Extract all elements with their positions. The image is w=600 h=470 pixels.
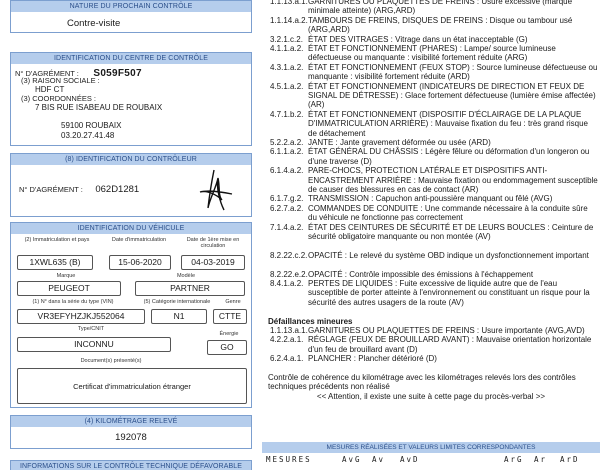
left-column (0, 0, 258, 470)
categorie-label: (5) Catégorie internationale (143, 299, 211, 305)
signature-icon (196, 168, 236, 213)
prochain-controle-box (10, 0, 252, 33)
mesures-col: AvG (342, 455, 362, 464)
defaillance-text: ÉTAT ET FONCTIONNEMENT (PHARES) : Lampe/ source lumineuse défectueuse ou manquante : visibilité fortement réduite (ARG) (308, 44, 556, 63)
defaillance-code: 1.1.13.a.1. (270, 0, 308, 6)
defaillance-text: TRANSMISSION : Capuchon anti-poussière manquant ou fêlé (AVG) (308, 194, 553, 204)
defaillance-text: ÉTAT ET FONCTIONNEMENT (DISPOSITIF D'ÉCLAIRAGE DE LA PLAQUE D'IMMATRICULATION ARRIÈRE) : Mauvaise fixation du feu : très grand risque de détachement (308, 109, 588, 138)
mineures-title: Défaillances mineures (268, 316, 353, 326)
mineure-text: GARNITURES OU PLAQUETTES DE FREINS : Usure importante (AVG,AVD) (308, 326, 585, 335)
informations-header: INFORMATIONS SUR LE CONTRÔLE TECHNIQUE DÉFAVORABLE (11, 461, 251, 470)
defaillance-code: 8.2.22.e.2. (270, 269, 308, 279)
defaillance-text: ÉTAT GÉNÉRAL DU CHÂSSIS : Légère fêlure ou déformation d'un longeron ou d'une traverse (D) (308, 147, 590, 166)
controleur-header: (8) IDENTIFICATION DU CONTRÔLEUR (11, 154, 251, 165)
mesures-col: AvD (400, 455, 420, 464)
date-immat-label: Date d'immatriculation (111, 237, 167, 243)
centre-agrement-value: S059F507 (93, 68, 142, 79)
marque-value: PEUGEOT (17, 281, 121, 296)
vehicule-box (10, 222, 252, 408)
defaillance-text: ÉTAT DES CEINTURES DE SÉCURITÉ ET DE LEURS BOUCLES : Ceinture de sécurité obligatoire manquante ou non montée (AV) (308, 222, 594, 241)
defaillance-code: 4.3.1.a.2. (270, 62, 304, 72)
defaillance-code: 8.4.1.a.2. (270, 279, 304, 288)
mesures-header: MESURES RÉALISÉES ET VALEURS LIMITES CORRESPONDANTES (262, 442, 600, 453)
documents-value: Certificat d'immatriculation étranger (17, 368, 247, 404)
vin-label: (1) N° dans la série du type (VIN) (32, 299, 114, 305)
mesures-label: MESURES (266, 455, 312, 464)
kilometrage-box (10, 415, 252, 449)
date-first-value: 04-03-2019 (181, 255, 245, 270)
centre-raison-label: (3) RAISON SOCIALE : (21, 76, 100, 85)
centre-coord-line-3: 59100 ROUBAIX (61, 121, 122, 130)
mesures-col: ArD (560, 455, 580, 464)
defaillance-text: ÉTAT ET FONCTIONNEMENT (INDICATEURS DE DIRECTION ET FEUX DE SIGNAL DE DÉTRESSE) : Glace fortement défectueuse (lumière émise affectée) (AR) (308, 81, 596, 110)
informations-box (10, 460, 252, 470)
defaillance-text: JANTE : Jante gravement déformée ou usée (ARD) (308, 138, 491, 147)
defaillance-text: OPACITÉ : Le relevé du système OBD indique un dysfonctionnement important (308, 250, 589, 260)
controleur-agrement-value: 062D1281 (95, 184, 140, 195)
modele-label: Modèle (176, 273, 196, 279)
defaillance-code: 6.2.7.a.2. (270, 203, 304, 213)
defaillance-text: PERTES DE LIQUIDES : Fuite excessive de liquide autre que de l'eau susceptible de porter atteinte à l'environnement ou constituant un risque pour la sécurité des autres usagers de la route (AV) (308, 279, 590, 307)
defaillance-code: 7.1.4.a.2. (270, 222, 304, 232)
prochain-controle-header: NATURE DU PROCHAIN CONTRÔLE (11, 1, 251, 12)
defaillance-code: 4.5.1.a.2. (270, 81, 304, 91)
defaillance-text: OPACITÉ : Contrôle impossible des émissions à l'échappement (308, 269, 534, 279)
energie-label: Énergie (219, 331, 239, 337)
defaillance-code: 4.7.1.b.2. (270, 109, 304, 119)
type-label: Type/CNIT (77, 326, 105, 332)
energie-value: GO (207, 340, 247, 355)
defaillance-text: GARNITURES OU PLAQUETTES DE FREINS : Usure excessive (marque minimale atteinte) (ARG,ARD) (308, 0, 573, 16)
defaillance-text: PARE-CHOCS, PROTECTION LATÉRALE ET DISPOSITIFS ANTI-ENCASTREMENT ARRIÈRE : Mauvaise fixation ou endommagement susceptible de causer des blessures en cas de contact (AR) (308, 166, 598, 194)
documents-label: Document(s) présenté(s) (80, 358, 142, 364)
mesures-col: Ar (534, 455, 548, 464)
mesures-col: Av (372, 455, 386, 464)
defaillance-code: 8.2.22.c.2. (270, 250, 308, 260)
mineure-text: RÉGLAGE (FEUX DE BROUILLARD AVANT) : Mauvaise orientation horizontale d'un feu de brouillard avant (D) (308, 335, 592, 354)
defaillance-text: ÉTAT ET FONCTIONNEMENT (FEUX STOP) : Source lumineuse défectueuse ou manquante : visibilité fortement réduite (ARD) (308, 62, 598, 82)
centre-box (10, 52, 252, 146)
vin-value: VR3EFYHZJKJ552064 (17, 309, 145, 324)
centre-header: IDENTIFICATION DU CENTRE DE CONTRÔLE (11, 53, 251, 64)
modele-value: PARTNER (135, 281, 245, 296)
defaillance-text: COMMANDES DE CONDUITE : Une commande nécessaire à la conduite sûre du véhicule ne fonctionne pas correctement (308, 203, 588, 223)
mineure-code: 6.2.4.a.1. (270, 354, 304, 364)
defaillance-code: 3.2.1.c.2. (270, 34, 303, 44)
kilometrage-note: Contrôle de cohérence du kilométrage avec les kilométrages relevés lors des contrôles techniques précédents non réalisé (268, 373, 576, 392)
controleur-box (10, 153, 252, 217)
mineure-text: PLANCHER : Plancher détérioré (D) (308, 354, 437, 364)
mesures-col: ArG (504, 455, 524, 464)
immat-label: (2) Immatriculation et pays (24, 237, 90, 243)
categorie-value: N1 (151, 309, 207, 324)
type-value: INCONNU (17, 337, 171, 352)
centre-coord-line-1: 7 BIS RUE ISABEAU DE ROUBAIX (35, 103, 163, 112)
date-first-label: Date de 1ère mise en circulation (186, 237, 240, 249)
centre-coord-label: (3) COORDONNÉES : (21, 94, 97, 103)
centre-agrement-label: N° D'AGRÉMENT : (15, 69, 79, 78)
mineure-code: 1.1.13.a.1. (270, 326, 308, 335)
defaillance-code: 5.2.2.a.2. (270, 138, 304, 147)
marque-label: Marque (56, 273, 76, 279)
genre-label: Genre (225, 299, 241, 305)
immat-value: 1XWL635 (B) (17, 255, 93, 270)
kilometrage-header: (4) KILOMÉTRAGE RELEVÉ (11, 416, 251, 427)
mineure-code: 4.2.2.a.1. (270, 335, 304, 345)
attention-note: << Attention, il existe une suite à cette page du procès-verbal >> (316, 391, 546, 401)
defaillance-code: 4.1.1.a.2. (270, 44, 304, 53)
defaillance-code: 6.1.4.a.2. (270, 166, 304, 176)
genre-value: CTTE (213, 309, 247, 324)
centre-coord-line-4: 03.20.27.41.48 (61, 131, 115, 140)
defaillance-code: 6.1.1.a.2. (270, 147, 304, 157)
defaillance-text: TAMBOURS DE FREINS, DISQUES DE FREINS : Disque ou tambour usé (ARG,ARD) (308, 15, 573, 35)
vehicule-header: IDENTIFICATION DU VÉHICULE (11, 223, 251, 234)
defaillance-code: 1.1.14.a.2. (270, 15, 308, 25)
prochain-controle-value: Contre-visite (67, 18, 121, 29)
right-column (262, 0, 600, 470)
controleur-agrement-row (19, 179, 139, 197)
controleur-agrement-label: N° D'AGRÉMENT : (19, 185, 83, 194)
date-immat-value: 15-06-2020 (109, 255, 171, 270)
centre-raison-value: HDF CT (35, 85, 65, 94)
defaillance-code: 6.1.7.g.2. (270, 194, 304, 204)
kilometrage-value: 192078 (115, 432, 147, 443)
defaillance-text: ÉTAT DES VITRAGES : Vitrage dans un état inacceptable (G) (308, 34, 528, 44)
